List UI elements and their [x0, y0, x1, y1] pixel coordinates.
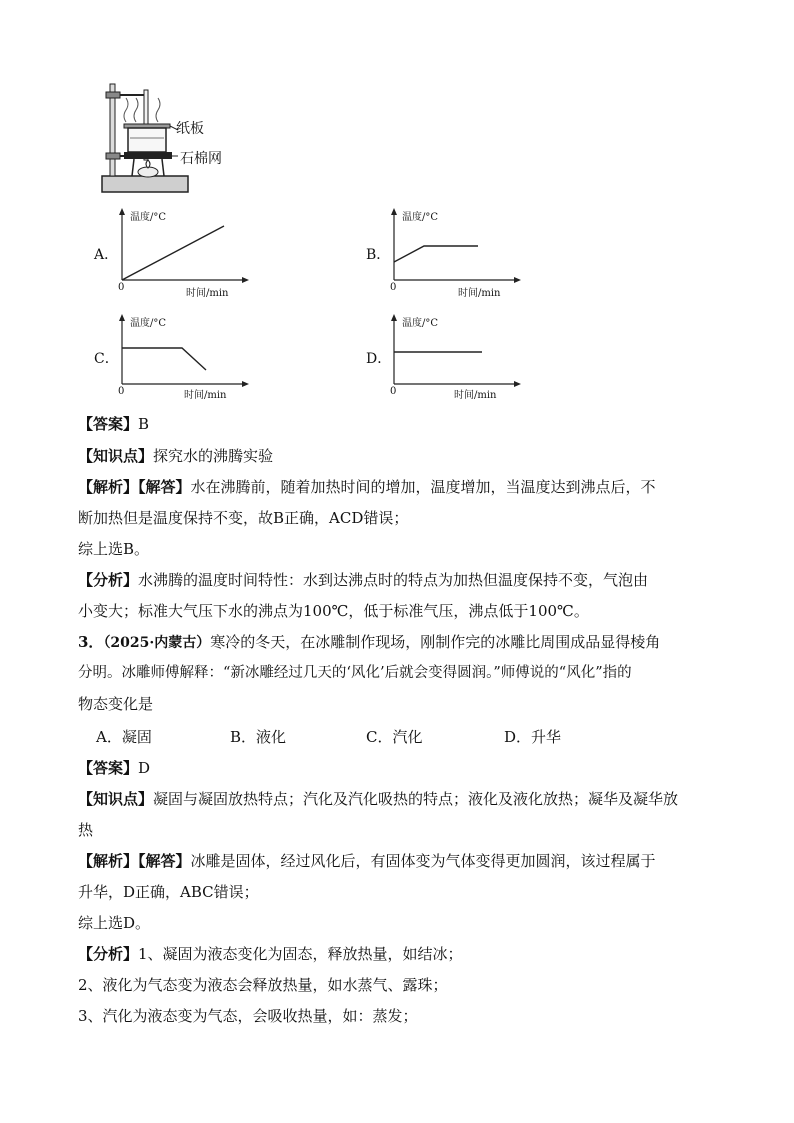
- q3-choice-a: A．凝固: [96, 728, 152, 746]
- graph-a-x-label: 时间/min: [186, 288, 229, 299]
- graph-a-curve: [122, 226, 224, 280]
- option-a-letter: A．: [94, 247, 119, 263]
- q2-summary: 综上选B。: [78, 540, 150, 558]
- graph-c: [114, 312, 254, 402]
- q3-knowledge-2: 热: [78, 821, 94, 839]
- q3-stem-3: 物态变化是: [78, 695, 154, 713]
- graph-d-origin: 0: [390, 386, 397, 397]
- boiling-apparatus-figure: [96, 80, 246, 198]
- graph-a-y-label: 温度/°C: [130, 212, 167, 223]
- graph-c-curve: [122, 348, 206, 370]
- q3-answer: 【答案】D: [78, 759, 151, 777]
- q2-fenxi-2: 小变大；标准大气压下水的沸点为100℃，低于标准气压，沸点低于100℃。: [78, 602, 589, 620]
- q3-choice-b: B．液化: [230, 728, 287, 746]
- q2-answer: 【答案】B: [78, 415, 150, 433]
- q2-analysis-1: 【解析】【解答】水在沸腾前，随着加热时间的增加，温度增加，当温度达到沸点后，不: [78, 478, 656, 496]
- q3-fenxi-1: 【分析】1、凝固为液态变化为固态，释放热量，如结冰；: [78, 945, 463, 963]
- q2-fenxi-1: 【分析】水沸腾的温度时间特性：水到达沸点时的特点为加热但温度保持不变，气泡由: [78, 571, 649, 589]
- graph-a-origin: 0: [118, 282, 125, 293]
- q3-fenxi-3: 3、汽化为液态变为气态，会吸收热量，如：蒸发；: [78, 1007, 418, 1025]
- q3-choice-d: D．升华: [504, 728, 562, 746]
- graph-b-curve: [394, 246, 478, 262]
- q3-stem-2: 分明。冰雕师傅解释：“新冰雕经过几天的‘风化’后就会变得圆润。”师傅说的“风化”指的: [78, 665, 632, 681]
- q2-knowledge: 【知识点】探究水的沸腾实验: [78, 447, 274, 465]
- graph-b: [386, 206, 526, 299]
- graph-c-y-label: 温度/°C: [130, 318, 167, 329]
- q3-analysis-1: 【解析】【解答】冰雕是固体，经过风化后，有固体变为气体变得更加圆润，该过程属于: [78, 852, 656, 870]
- q3-fenxi-2: 2、液化为气态变为液态会释放热量，如水蒸气、露珠；: [78, 976, 448, 994]
- graph-d: [386, 312, 526, 402]
- graph-b-origin: 0: [390, 282, 397, 293]
- option-b-letter: B．: [366, 247, 391, 263]
- graph-b-x-label: 时间/min: [458, 288, 501, 299]
- graph-c-x-label: 时间/min: [184, 390, 227, 401]
- graph-a: [114, 206, 254, 299]
- q3-stem-1: 3．（2025·内蒙古）寒冷的冬天，在冰雕制作现场，刚制作完的冰雕比周围成品显得棱角: [78, 633, 661, 651]
- q2-analysis-2: 断加热但是温度保持不变，故B正确，ACD错误；: [78, 509, 409, 527]
- option-d-letter: D．: [366, 351, 392, 367]
- q3-knowledge-1: 【知识点】凝固与凝固放热特点；汽化及汽化吸热的特点；液化及液化放热；凝华及凝华放: [78, 790, 679, 808]
- label-asbestos-net: 石棉网: [180, 151, 222, 167]
- q3-choice-c: C．汽化: [366, 728, 423, 746]
- q3-summary: 综上选D。: [78, 914, 151, 932]
- option-c-letter: C．: [94, 351, 119, 367]
- label-cardboard: 纸板: [176, 121, 204, 137]
- graph-d-x-label: 时间/min: [454, 390, 497, 401]
- graph-b-y-label: 温度/°C: [402, 212, 439, 223]
- graph-c-origin: 0: [118, 386, 125, 397]
- graph-d-y-label: 温度/°C: [402, 318, 439, 329]
- apparatus-drawing: [96, 80, 246, 198]
- q3-analysis-2: 升华，D正确，ABC错误；: [78, 883, 259, 901]
